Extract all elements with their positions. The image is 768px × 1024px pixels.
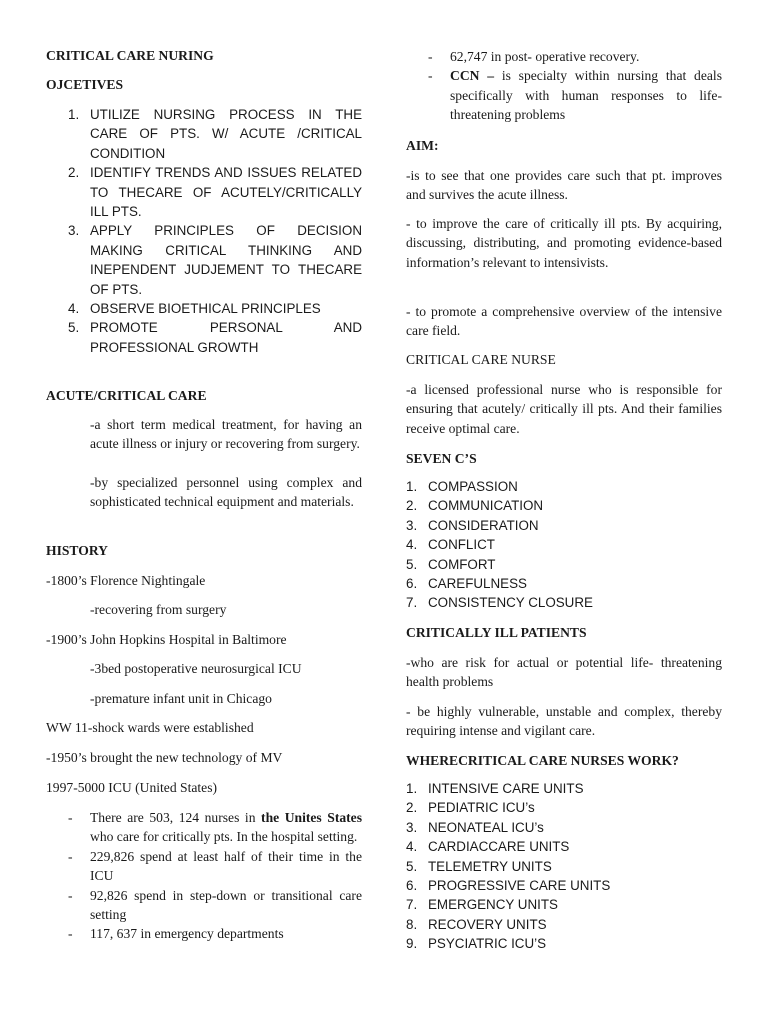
acute-care-heading: ACUTE/CRITICAL CARE: [46, 388, 207, 403]
list-item: 5. COMFORT: [406, 556, 496, 572]
list-item: 6. CAREFULNESS: [406, 576, 527, 592]
list-item: 9. PSYCIATRIC ICU’S: [406, 936, 547, 952]
list-item: 3. APPLY PRINCIPLES OF DECISION MAKING CRITICAL THINKING AND INEPENDENT JUDJEMENT TO THECARE OF PTS.: [68, 223, 362, 297]
aim-paragraph-3: - to promote a comprehensive overview of the intensive care field.: [406, 304, 722, 339]
acute-care-definition: -a short term medical treatment, for having an acute illness or injury or recovering from surgery.: [90, 417, 362, 452]
list-item: 2. PEDIATRIC ICU’s: [406, 800, 535, 816]
statistics-continued: [428, 47, 722, 125]
history-ww2: WW 11-shock wards were established: [46, 720, 254, 735]
where-nurses-work-heading: WHERECRITICAL CARE NURSES WORK?: [406, 753, 679, 768]
list-item: 6. PROGRESSIVE CARE UNITS: [406, 878, 611, 894]
list-item: 1. INTENSIVE CARE UNITS: [406, 781, 584, 796]
aim-paragraph-2: - to improve the care of critically ill pts. By acquiring, discussing, distributing, and promoting evidence-based information’s relevant to intensivists.: [406, 216, 722, 270]
list-item: - 62,747 in post- operative recovery.: [428, 49, 640, 64]
history-1900s-icu: -3bed postoperative neurosurgical ICU: [90, 661, 302, 676]
critical-care-nurse-heading: CRITICAL CARE NURSE: [406, 352, 556, 367]
list-item: 7. EMERGENCY UNITS: [406, 897, 558, 913]
where-nurses-work-list: [406, 779, 722, 954]
list-item: - CCN – is specialty within nursing that deals specifically with human responses to life-threatening problems: [428, 68, 722, 123]
document-title: CRITICAL CARE NURING: [46, 48, 214, 63]
critical-care-nurse-definition: -a licensed professional nurse who is responsible for ensuring that acutely/ critically ill pts. And their families receive optimal care.: [406, 382, 722, 436]
list-item: 4. CONFLICT: [406, 537, 495, 553]
objectives-list: [68, 105, 362, 357]
list-item: 3. NEONATEAL ICU’s: [406, 819, 544, 835]
history-1997: 1997-5000 ICU (United States): [46, 780, 218, 795]
aim-paragraph-1: -is to see that one provides care such that pt. improves and survives the acute illness.: [406, 168, 722, 203]
list-item: 4. CARDIACCARE UNITS: [406, 839, 570, 855]
list-item: 1. UTILIZE NURSING PROCESS IN THE CARE OF PTS. W/ ACUTE /CRITICAL CONDITION: [68, 107, 362, 161]
list-item: 5. PROMOTE PERSONAL AND PROFESSIONAL GROWTH: [68, 320, 362, 355]
list-item: 1. COMPASSION: [406, 479, 518, 494]
objectives-heading: OJCETIVES: [46, 77, 124, 92]
critically-ill-patients-heading: CRITICALLY ILL PATIENTS: [406, 625, 587, 640]
list-item: 8. RECOVERY UNITS: [406, 916, 547, 932]
acute-care-personnel: -by specialized personnel using complex and sophisticated technical equipment and materials.: [90, 475, 362, 510]
history-1800s-detail: -recovering from surgery: [90, 602, 227, 617]
list-item: 3. CONSIDERATION: [406, 517, 539, 533]
list-item: 7. CONSISTENCY CLOSURE: [406, 595, 593, 611]
critically-ill-patients-p1: -who are risk for actual or potential life- threatening health problems: [406, 655, 722, 690]
seven-cs-heading: SEVEN C’S: [406, 451, 477, 466]
list-item: 2. COMMUNICATION: [406, 498, 544, 514]
list-item: - There are 503, 124 nurses in the Unites States who care for critically pts. In the hospital setting.: [68, 810, 362, 845]
history-heading: HISTORY: [46, 543, 108, 558]
aim-heading: AIM:: [406, 138, 439, 153]
list-item: 2. IDENTIFY TRENDS AND ISSUES RELATED TO THECARE OF ACUTELY/CRITICALLY ILL PTS.: [68, 165, 362, 220]
statistics-list: [68, 808, 362, 944]
history-1900s: -1900’s John Hopkins Hospital in Baltimore: [46, 632, 287, 647]
list-item: 4. OBSERVE BIOETHICAL PRINCIPLES: [68, 301, 321, 317]
history-1950s: -1950’s brought the new technology of MV: [46, 750, 283, 765]
list-item: 5. TELEMETRY UNITS: [406, 858, 552, 874]
history-1900s-infant: -premature infant unit in Chicago: [90, 691, 272, 706]
critically-ill-patients-p2: - be highly vulnerable, unstable and complex, thereby requiring intense and vigilant care.: [406, 704, 722, 739]
list-item: - 229,826 spend at least half of their time in the ICU: [68, 848, 362, 884]
list-item: - 117, 637 in emergency departments: [68, 926, 284, 942]
seven-cs-list: [406, 477, 722, 613]
list-item: - 92,826 spend in step-down or transitional care setting: [68, 887, 362, 923]
history-1800s: -1800’s Florence Nightingale: [46, 573, 206, 588]
